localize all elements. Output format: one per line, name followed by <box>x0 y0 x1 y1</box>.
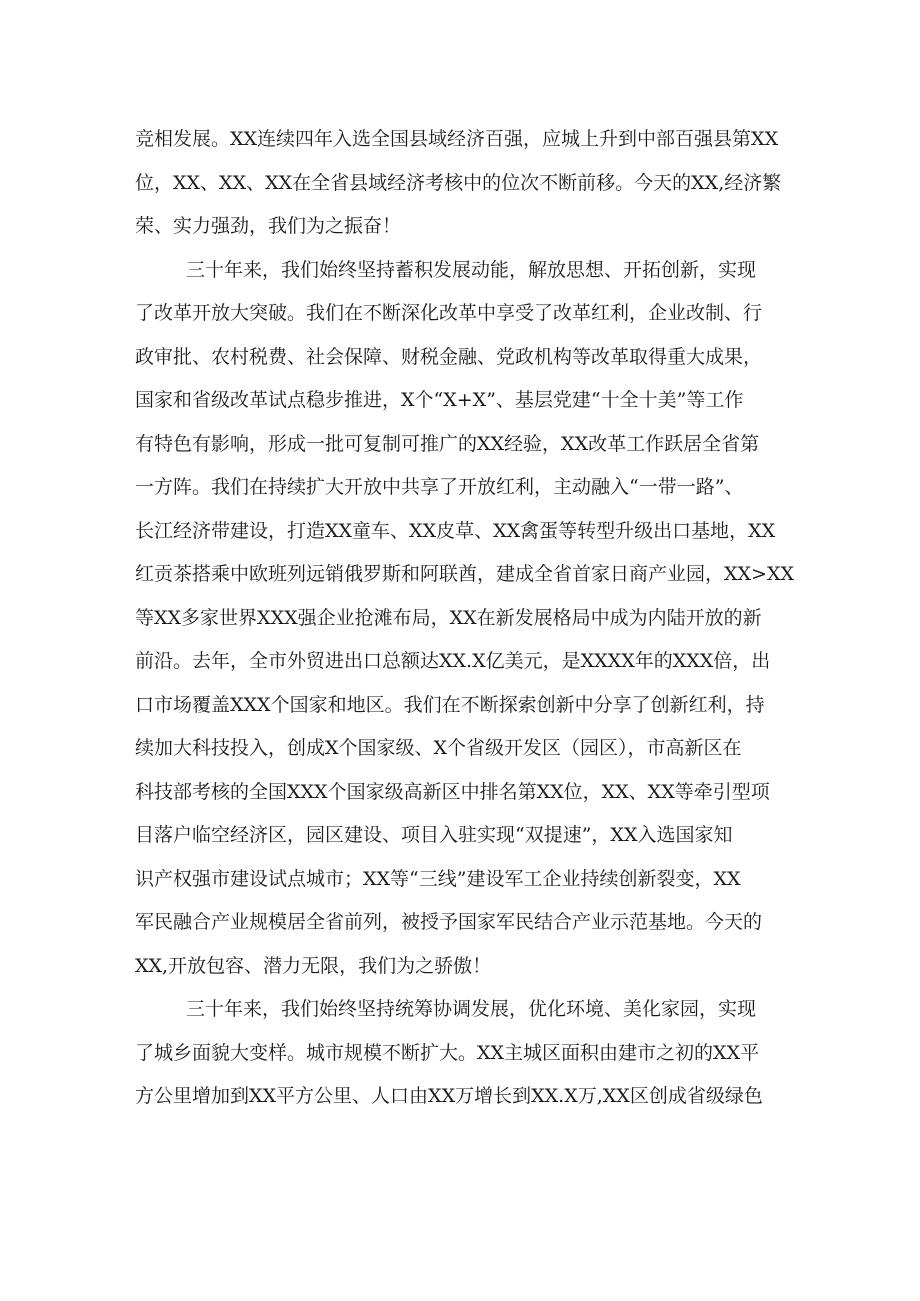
text-line: 长江经济带建设，打造XX童车、XX皮草、XX禽蛋等转型升级出口基地，XX <box>135 520 776 542</box>
text-line: 军民融合产业规模居全省前列，被授予国家军民结合产业示范基地。今天的 <box>135 911 763 933</box>
text-line: 国家和省级改革试点稳步推进，X个“X+X”、基层党建“十全十美”等工作 <box>135 389 744 411</box>
text-line: 口市场覆盖XXX个国家和地区。我们在不断探索创新中分享了创新红利，持 <box>135 694 765 716</box>
text-line: 一方阵。我们在持续扩大开放中共享了开放红利，主动融入“一带一路”、 <box>135 476 744 498</box>
text-line: 有特色有影响，形成一批可复制可推广的XX经验，XX改革工作跃居全省第 <box>135 433 760 455</box>
text-line: 荣、实力强劲，我们为之振奋！ <box>135 215 402 237</box>
text-line: 红贡茶搭乘中欧班列远销俄罗斯和阿联酋，建成全省首家日商产业园，XX>XX <box>135 563 795 585</box>
text-line: 政审批、农村税费、社会保障、财税金融、党政机构等改革取得重大成果， <box>135 346 763 368</box>
text-line: 方公里增加到XX平方公里、人口由XX万增长到XX.X万,XX区创成省级绿色 <box>135 1085 763 1107</box>
text-line: 了城乡面貌大变样。城市规模不断扩大。XX主城区面积由建市之初的XX平 <box>135 1042 760 1064</box>
text-line: 识产权强市建设试点城市；XX等“三线”建设军工企业持续创新裂变，XX <box>135 868 741 890</box>
text-line: 三十年来，我们始终坚持蓄积发展动能，解放思想、开拓创新，实现 <box>186 259 757 281</box>
text-line: 前沿。去年，全市外贸进出口总额达XX.X亿美元，是XXXX年的XXX倍，出 <box>135 650 771 672</box>
text-line: 目落户临空经济区，园区建设、项目入驻实现“双提速”，XX入选国家知 <box>135 824 733 846</box>
text-line: 科技部考核的全国XXX个国家级高新区中排名第XX位，XX、XX等牵引型项 <box>135 781 770 803</box>
text-line: XX,开放包容、潜力无限，我们为之骄傲！ <box>135 955 492 977</box>
text-line: 续加大科技投入，创成X个国家级、X个省级开发区（园区），市高新区在 <box>135 737 742 759</box>
text-line: 竞相发展。XX连续四年入选全国县域经济百强，应城上升到中部百强县第XX <box>135 128 779 150</box>
text-line: 等XX多家世界XXX强企业抢滩布局，XX在新发展格局中成为内陆开放的新 <box>135 607 762 629</box>
text-line: 位，XX、XX、XX在全省县域经济考核中的位次不断前移。今天的XX,经济繁 <box>135 172 782 194</box>
text-line: 三十年来，我们始终坚持统筹协调发展，优化环境、美化家园，实现 <box>186 998 757 1020</box>
text-line: 了改革开放大突破。我们在不断深化改革中享受了改革红利，企业改制、行 <box>135 302 763 324</box>
